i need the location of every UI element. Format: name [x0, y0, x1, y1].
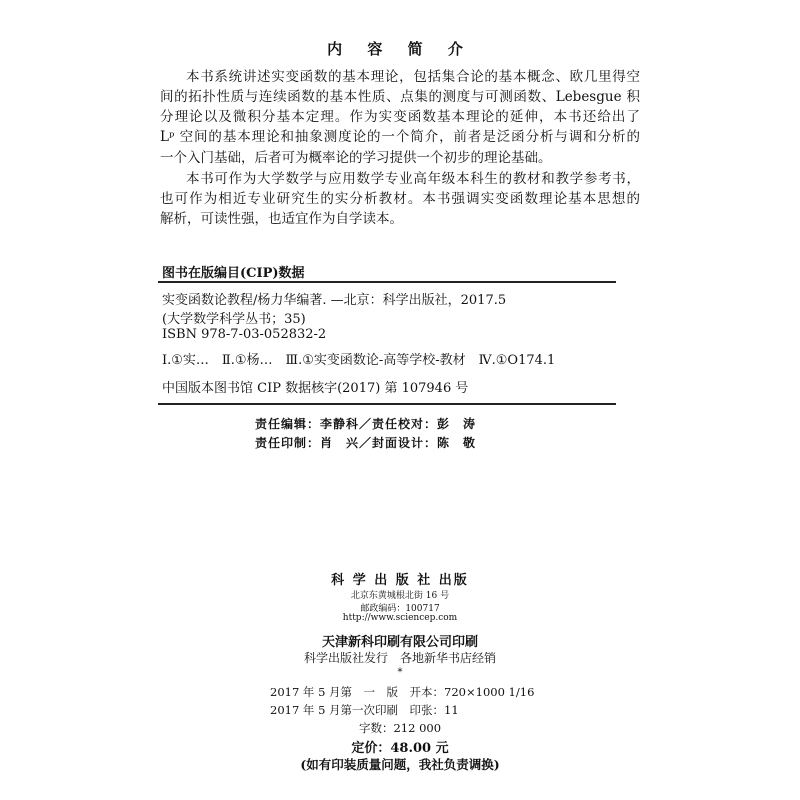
summary-paragraph-1-line: 分理论以及微积分基本定理。作为实变函数基本理论的延伸，本书还给出了 [160, 109, 640, 125]
credits-line: 责任编辑：李静科／责任校对：彭 涛 [255, 417, 477, 431]
cip-isbn: ISBN 978-7-03-052832-2 [162, 327, 327, 342]
printing-info: 2017 年 5 月第一次印刷 印张：11 [270, 703, 459, 717]
summary-paragraph-1-line: Lᵖ 空间的基本理论和抽象测度论的一个简介，前者是泛函分析与调和分析的 [160, 129, 640, 145]
cip-top-rule [158, 281, 616, 283]
summary-paragraph-2-line: 解析，可读性强，也适宜作为自学读本。 [160, 211, 403, 227]
distribution: 科学出版社发行 各地新华书店经销 [303, 651, 496, 665]
publisher-website: http://www.sciencep.com [342, 613, 458, 623]
cip-record-number: 中国版本图书馆 CIP 数据核字(2017) 第 107946 号 [162, 381, 469, 396]
cip-bottom-rule [158, 403, 616, 405]
summary-paragraph-1-line: 一个入门基础，后者可为概率论的学习提供一个初步的理论基础。 [160, 150, 552, 166]
summary-paragraph-2-line: 本书可作为大学数学与应用数学专业高年级本科生的教材和教学参考书， [186, 171, 640, 187]
summary-paragraph-2-line: 也可作为相近专业研究生的实分析教材。本书强调实变函数理论基本思想的 [160, 191, 640, 207]
edition-info: 2017 年 5 月第 一 版 开本：720×1000 1/16 [270, 685, 535, 699]
publisher-address: 北京东黄城根北街 16 号 [350, 591, 450, 601]
quality-note: (如有印装质量问题，我社负责调换) [300, 757, 500, 772]
word-count: 字数：212 000 [358, 721, 442, 735]
cip-heading: 图书在版编目(CIP)数据 [162, 266, 305, 281]
price: 定价：48.00 元 [351, 741, 449, 756]
summary-paragraph-1-line: 本书系统讲述实变函数的基本理论，包括集合论的基本概念、欧几里得空 [186, 69, 640, 85]
cip-line: (大学数学科学丛书；35) [162, 312, 306, 327]
summary-title: 内 容 简 介 [327, 40, 473, 58]
summary-paragraph-1-line: 间的拓扑性质与连续函数的基本性质、点集的测度与可测函数、Lebesgue 积 [160, 89, 640, 105]
cip-classification: Ⅰ.①实… Ⅱ.①杨… Ⅲ.①实变函数论-高等学校-教材 Ⅳ.①O174.1 [162, 353, 556, 368]
cip-line: 实变函数论教程/杨力华编著. —北京：科学出版社，2017.5 [162, 293, 507, 308]
publisher: 科 学 出 版 社 出版 [331, 573, 469, 588]
publisher-postcode: 邮政编码：100717 [360, 604, 440, 614]
credits-line: 责任印制：肖 兴／封面设计：陈 敬 [255, 436, 477, 450]
separator-star: * [397, 667, 403, 678]
printer: 天津新科印刷有限公司印刷 [321, 635, 478, 650]
